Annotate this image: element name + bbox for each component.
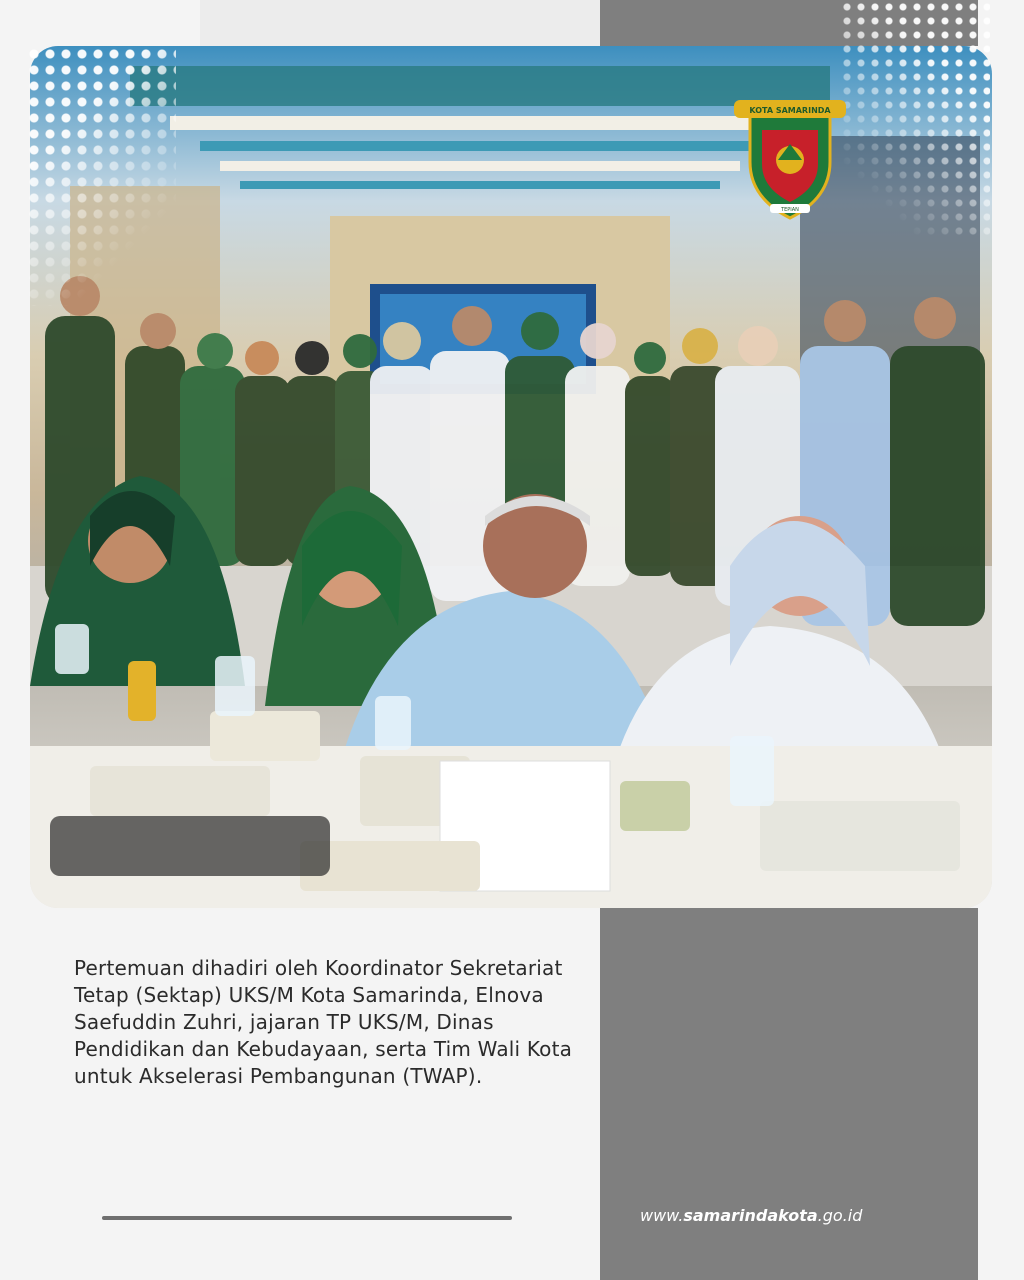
website-url[interactable] — [640, 1206, 940, 1225]
url-domain: samarindakota — [683, 1206, 818, 1225]
photo-caption: Pertemuan dihadiri oleh Koordinator Sekretariat Tetap (Sektap) UKS/M Kota Samarinda, Elnova Saefuddin Zuhri, jajaran TP UKS/M, Dinas Pendidikan dan Kebudayaan, serta Tim Wali Kota untuk Akselerasi Pembangunan (TWAP). — [74, 956, 573, 1088]
url-prefix: www. — [640, 1206, 684, 1225]
divider-line — [102, 1216, 512, 1220]
url-suffix: .go.id — [817, 1206, 863, 1225]
crest-ribbon-text: TEPIAN — [781, 207, 799, 213]
top-light-panel — [200, 0, 600, 46]
city-crest-icon — [734, 100, 846, 220]
decorative-dots-right — [840, 0, 990, 240]
decorative-dots-left — [26, 46, 176, 306]
crest-banner-text: KOTA SAMARINDA — [749, 106, 831, 115]
